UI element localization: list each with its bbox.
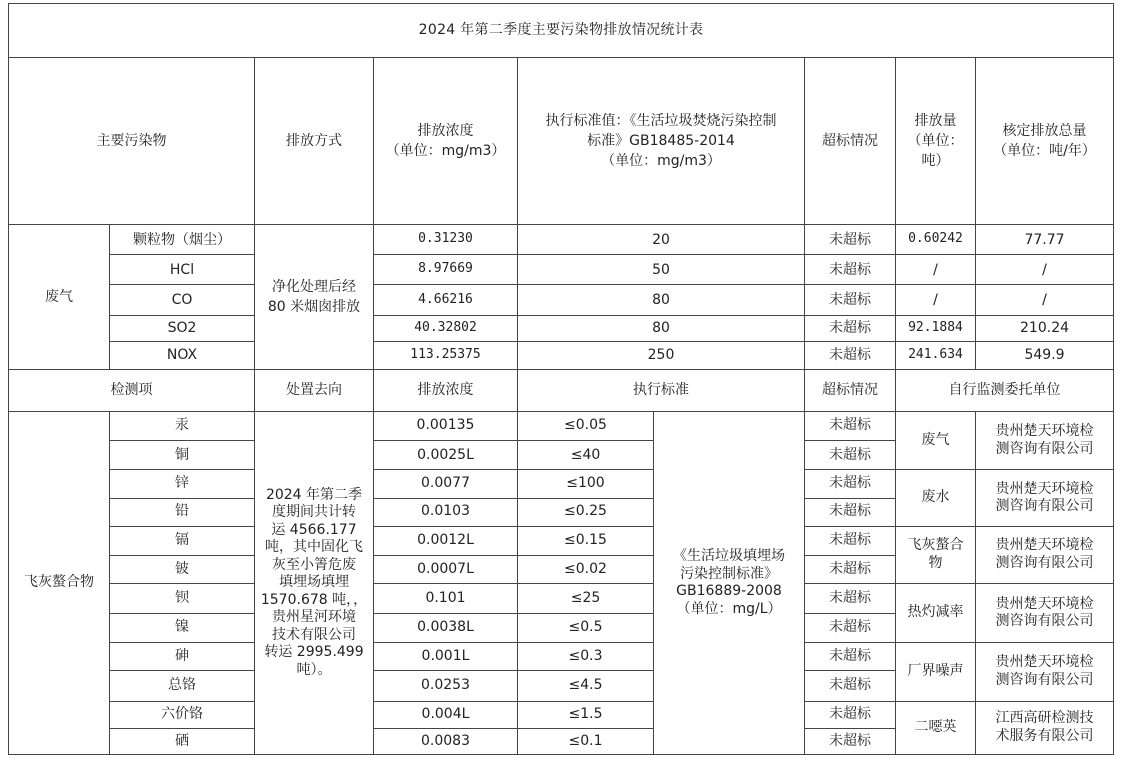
fly-ash-exceed: 未超标	[805, 470, 896, 498]
fly-ash-limit: ≤25	[518, 583, 654, 613]
fly-ash-exceed: 未超标	[805, 701, 896, 728]
fly-ash-limit: ≤4.5	[518, 671, 654, 701]
header-standard-line3: （单位：mg/m3）	[601, 153, 721, 170]
header-test-item: 检测项	[9, 369, 255, 411]
monitoring-unit	[976, 526, 1114, 583]
fly-ash-limit: ≤0.3	[518, 643, 654, 671]
waste-gas-total: /	[976, 285, 1114, 315]
waste-gas-amount: 241.634	[896, 341, 976, 369]
waste-gas-concentration: 113.25375	[374, 341, 518, 369]
waste-gas-total: /	[976, 255, 1114, 285]
monitoring-unit-line2: 测咨询有限公司	[995, 554, 1094, 571]
fly-ash-concentration: 0.0007L	[374, 555, 518, 583]
waste-gas-method	[255, 225, 374, 370]
fly-ash-exceed: 未超标	[805, 526, 896, 555]
waste-gas-exceed: 未超标	[805, 315, 896, 341]
header-total-line1: 核定排放总量	[1002, 122, 1087, 139]
header-concentration-line2: （单位：mg/m3）	[385, 143, 506, 160]
fly-ash-exceed: 未超标	[805, 643, 896, 671]
monitoring-unit-line2: 术服务有限公司	[995, 727, 1094, 744]
fly-ash-item-name: 镍	[110, 614, 255, 643]
monitoring-unit	[976, 701, 1114, 754]
fly-ash-standard-line: 《生活垃圾填埋场	[673, 548, 785, 565]
table-title: 2024 年第二季度主要污染物排放情况统计表	[9, 4, 1114, 58]
waste-gas-method-line2: 80 米烟囱排放	[267, 299, 361, 316]
fly-ash-disposal-line: 技术有限公司	[272, 626, 356, 643]
waste-gas-exceed: 未超标	[805, 225, 896, 255]
waste-gas-item-name: NOX	[110, 341, 255, 369]
monitoring-unit-line1: 贵州楚天环境检	[995, 480, 1094, 497]
monitoring-type-line1: 飞灰螯合	[907, 537, 964, 554]
fly-ash-item-name: 六价铬	[110, 701, 255, 728]
pollutant-statistics-table	[8, 3, 1114, 755]
fly-ash-disposal-line: 灰至小箐危废	[272, 556, 356, 573]
fly-ash-category: 飞灰螯合物	[9, 412, 110, 755]
waste-gas-concentration: 8.97669	[374, 255, 518, 285]
monitoring-type: 废气	[896, 412, 976, 470]
fly-ash-item-name: 钡	[110, 583, 255, 613]
fly-ash-limit: ≤40	[518, 441, 654, 470]
fly-ash-exceed: 未超标	[805, 441, 896, 470]
fly-ash-item-name: 铜	[110, 441, 255, 470]
monitoring-unit-line2: 测咨询有限公司	[995, 440, 1094, 457]
fly-ash-limit: ≤0.25	[518, 498, 654, 526]
fly-ash-concentration: 0.101	[374, 583, 518, 613]
header-amount-line3: 吨）	[921, 153, 950, 170]
fly-ash-disposal-line: 填埋场填埋	[279, 574, 349, 591]
monitoring-unit	[976, 643, 1114, 701]
header-fly-ash-exceed: 超标情况	[805, 369, 896, 411]
monitoring-type: 二噁英	[896, 701, 976, 754]
fly-ash-disposal-line: 2024 年第二季	[265, 486, 363, 503]
fly-ash-standard-line: 污染控制标准》	[680, 565, 778, 582]
fly-ash-concentration: 0.0012L	[374, 526, 518, 555]
header-amount	[896, 58, 976, 225]
waste-gas-concentration: 0.31230	[374, 225, 518, 255]
fly-ash-disposal	[255, 412, 374, 755]
monitoring-unit-line2: 测咨询有限公司	[995, 671, 1094, 688]
waste-gas-total: 77.77	[976, 225, 1114, 255]
monitoring-type-line2: 物	[928, 554, 943, 571]
fly-ash-disposal-line: 转运 2995.499	[264, 644, 364, 661]
header-total-line2: （单位：吨/年）	[993, 143, 1096, 160]
fly-ash-limit: ≤1.5	[518, 701, 654, 728]
header-standard	[518, 58, 805, 225]
waste-gas-item-name: 颗粒物（烟尘）	[110, 225, 255, 255]
fly-ash-concentration: 0.0103	[374, 498, 518, 526]
monitoring-type: 热灼减率	[896, 583, 976, 642]
fly-ash-concentration: 0.001L	[374, 643, 518, 671]
fly-ash-concentration: 0.00135	[374, 412, 518, 441]
monitoring-type: 废水	[896, 470, 976, 526]
monitoring-unit-line1: 贵州楚天环境检	[995, 595, 1094, 612]
fly-ash-exceed: 未超标	[805, 555, 896, 583]
header-amount-line1: 排放量	[914, 112, 957, 129]
fly-ash-exceed: 未超标	[805, 728, 896, 754]
header-disposal: 处置去向	[255, 369, 374, 411]
monitoring-unit-line2: 测咨询有限公司	[995, 613, 1094, 630]
fly-ash-item-name: 铅	[110, 498, 255, 526]
monitoring-unit-line1: 贵州楚天环境检	[995, 423, 1094, 440]
fly-ash-limit: ≤100	[518, 470, 654, 498]
header-concentration	[374, 58, 518, 225]
fly-ash-item-name: 汞	[110, 412, 255, 441]
header-fly-ash-concentration: 排放浓度	[374, 369, 518, 411]
waste-gas-method-line1: 净化处理后经	[272, 278, 356, 295]
monitoring-type: 厂界噪声	[896, 643, 976, 701]
fly-ash-disposal-line: 吨）。	[296, 661, 332, 678]
header-amount-line2: （单位：	[907, 133, 964, 150]
fly-ash-limit: ≤0.02	[518, 555, 654, 583]
waste-gas-standard: 80	[518, 315, 805, 341]
header-total	[976, 58, 1114, 225]
fly-ash-limit: ≤0.15	[518, 526, 654, 555]
fly-ash-exceed: 未超标	[805, 498, 896, 526]
fly-ash-concentration: 0.0077	[374, 470, 518, 498]
waste-gas-amount: 92.1884	[896, 315, 976, 341]
header-standard-line2: 标准》GB18485-2014	[587, 133, 735, 150]
fly-ash-limit: ≤0.5	[518, 614, 654, 643]
monitoring-unit	[976, 470, 1114, 526]
waste-gas-item-name: HCl	[110, 255, 255, 285]
waste-gas-amount: 0.60242	[896, 225, 976, 255]
waste-gas-total: 549.9	[976, 341, 1114, 369]
fly-ash-limit: ≤0.1	[518, 728, 654, 754]
waste-gas-total: 210.24	[976, 315, 1114, 341]
monitoring-unit-line1: 贵州楚天环境检	[995, 654, 1094, 671]
fly-ash-item-name: 铍	[110, 555, 255, 583]
fly-ash-exceed: 未超标	[805, 583, 896, 613]
fly-ash-exceed: 未超标	[805, 671, 896, 701]
waste-gas-standard: 50	[518, 255, 805, 285]
waste-gas-concentration: 4.66216	[374, 285, 518, 315]
waste-gas-item-name: SO2	[110, 315, 255, 341]
fly-ash-item-name: 砷	[110, 643, 255, 671]
waste-gas-exceed: 未超标	[805, 341, 896, 369]
fly-ash-disposal-line: 运 4566.177	[271, 521, 357, 538]
fly-ash-standard-line: （单位：mg/L）	[676, 600, 782, 617]
fly-ash-item-name: 总铬	[110, 671, 255, 701]
fly-ash-disposal-line: 度期间共计转	[272, 504, 356, 521]
fly-ash-concentration: 0.0253	[374, 671, 518, 701]
waste-gas-standard: 250	[518, 341, 805, 369]
fly-ash-exceed: 未超标	[805, 614, 896, 643]
waste-gas-item-name: CO	[110, 285, 255, 315]
fly-ash-limit: ≤0.05	[518, 412, 654, 441]
monitoring-type	[896, 526, 976, 583]
header-fly-ash-standard: 执行标准	[518, 369, 805, 411]
header-discharge-method: 排放方式	[255, 58, 374, 225]
fly-ash-item-name: 锌	[110, 470, 255, 498]
waste-gas-category: 废气	[9, 225, 110, 370]
fly-ash-item-name: 镉	[110, 526, 255, 555]
fly-ash-concentration: 0.0025L	[374, 441, 518, 470]
header-entrusted-unit: 自行监测委托单位	[896, 369, 1114, 411]
waste-gas-exceed: 未超标	[805, 285, 896, 315]
monitoring-unit	[976, 412, 1114, 470]
waste-gas-concentration: 40.32802	[374, 315, 518, 341]
fly-ash-concentration: 0.0083	[374, 728, 518, 754]
monitoring-unit	[976, 583, 1114, 642]
waste-gas-exceed: 未超标	[805, 255, 896, 285]
fly-ash-disposal-line: 吨，其中固化飞	[265, 539, 363, 556]
monitoring-unit-line1: 贵州楚天环境检	[995, 537, 1094, 554]
waste-gas-amount: /	[896, 285, 976, 315]
waste-gas-amount: /	[896, 255, 976, 285]
header-concentration-line1: 排放浓度	[417, 122, 474, 139]
fly-ash-standard	[654, 412, 805, 755]
fly-ash-disposal-line: 贵州星河环境	[272, 609, 356, 626]
fly-ash-standard-line: GB16889-2008	[676, 583, 782, 600]
fly-ash-item-name: 硒	[110, 728, 255, 754]
header-pollutant: 主要污染物	[9, 58, 255, 225]
fly-ash-concentration: 0.0038L	[374, 614, 518, 643]
fly-ash-exceed: 未超标	[805, 412, 896, 441]
fly-ash-concentration: 0.004L	[374, 701, 518, 728]
monitoring-unit-line1: 江西高研检测技	[995, 710, 1094, 727]
fly-ash-disposal-line: 1570.678 吨，，	[260, 591, 368, 608]
waste-gas-standard: 20	[518, 225, 805, 255]
waste-gas-standard: 80	[518, 285, 805, 315]
monitoring-unit-line2: 测咨询有限公司	[995, 498, 1094, 515]
header-standard-line1: 执行标准值：《生活垃圾焚烧污染控制	[545, 112, 777, 129]
header-exceed: 超标情况	[805, 58, 896, 225]
